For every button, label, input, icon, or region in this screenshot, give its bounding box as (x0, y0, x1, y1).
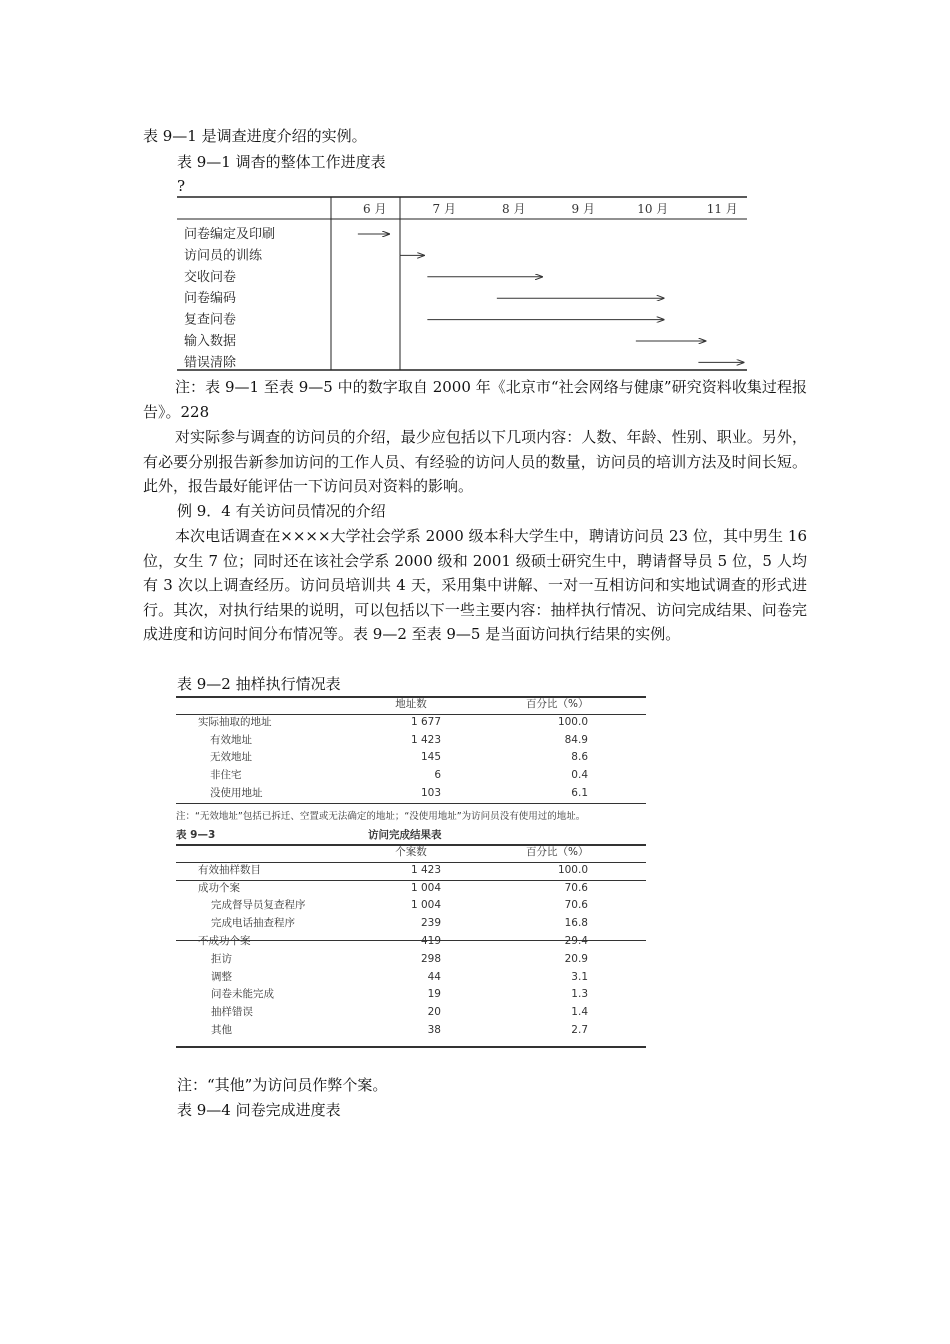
row-percent: 3.1 (571, 970, 588, 983)
row-count: 19 (427, 988, 441, 1001)
row-count: 44 (427, 970, 441, 983)
row-label: 成功个案 (198, 881, 240, 894)
row-count: 239 (420, 917, 441, 930)
table-row (176, 767, 646, 785)
row-label: 拒访 (211, 952, 232, 965)
row-percent: 100.0 (557, 863, 588, 876)
table-row (176, 714, 646, 732)
row-percent: 20.9 (564, 952, 588, 965)
row-label: 无效地址 (210, 751, 252, 764)
paragraph-interviewers: 对实际参与调查的访问员的介绍，最少应包括以下几项内容：人数、年龄、性别、职业。另外，有必要分别报告新参加访问的工作人员、有经验的访问人员的数量，访问员的培训方法及时间长短。此外，报告最好能评估一下访问员对资料的影响。 (143, 428, 807, 496)
row-label: 其他 (211, 1023, 232, 1036)
row-label: 完成督导员复查程序 (211, 899, 306, 912)
row-percent: 1.3 (571, 988, 588, 1001)
table-9-3-title: 访问完成结果表 (368, 829, 442, 841)
row-count: 419 (420, 934, 441, 947)
row-label: 不成功个案 (198, 934, 251, 947)
row-count: 145 (420, 751, 441, 764)
table-9-2-note: 注：“无效地址”包括已拆迁、空置或无法确定的地址；“没使用地址”为访问员没有使用过的地址。 (176, 811, 586, 822)
row-label: 非住宅 (210, 769, 242, 782)
table-row (176, 749, 646, 767)
row-percent: 70.6 (564, 881, 588, 894)
gantt-task-label: 输入数据 (184, 334, 237, 349)
table-row (176, 1004, 646, 1022)
paragraph-example: 本次电话调查在××××大学社会学系 2000 级本科大学生中，聘请访问员 23 位，其中男生 16 位，女生 7 位；同时还在该社会学系 2000 级和 2001 级硕士研究生中，聘请督导员 5 位，5 人均有 3 次以上调查经历。访问员培训共 4 天，采用集中讲解、一对一互相访问和实地试调查的形式进行。其次，对执行结果的说明，可以包括以下一些主要内容：抽样执行情况、访问完成结果、问卷完成进度和访问时间分布情况等。表 9—2 至表 9—5 是当面访问执行结果的实例。 (143, 527, 807, 644)
row-count: 1 677 (410, 715, 441, 728)
row-label: 没使用地址 (210, 786, 263, 799)
table-9-2-caption: 表 9—2 抽样执行情况表 (177, 675, 341, 693)
row-percent: 29.4 (564, 934, 588, 947)
table-row (176, 880, 646, 898)
table-row (176, 951, 646, 969)
gantt-month-label: 9 月 (571, 202, 595, 216)
row-percent: 6.1 (571, 786, 588, 799)
row-count: 1 004 (410, 881, 441, 894)
row-count: 1 004 (410, 899, 441, 912)
gantt-task-label: 问卷编定及印刷 (184, 227, 276, 242)
table-header-row: 地址数 百分比（%） (395, 698, 589, 710)
row-count: 6 (434, 769, 441, 782)
row-label: 有效地址 (210, 733, 252, 746)
table-header-row: 个案数 百分比（%） (395, 846, 589, 858)
gantt-task-label: 访问员的训练 (184, 248, 263, 264)
table-9-3-title-row (176, 826, 646, 844)
row-label: 问卷未能完成 (211, 988, 274, 1001)
table-9-4-caption: 表 9—4 问卷完成进度表 (177, 1101, 341, 1119)
table-9-3-number: 表 9—3 (176, 829, 216, 841)
gantt-month-label: 6 月 (363, 202, 387, 216)
table-row (176, 862, 646, 880)
row-count: 1 423 (410, 733, 441, 746)
gantt-task-label: 交收问卷 (184, 269, 237, 285)
row-label: 调整 (211, 970, 232, 983)
gantt-task-label: 问卷编码 (184, 291, 237, 307)
intro-line: 表 9—1 是调查进度介绍的实例。 (143, 127, 367, 145)
row-count: 20 (427, 1006, 441, 1019)
gantt-month-label: 7 月 (432, 202, 456, 216)
row-count: 298 (420, 952, 441, 965)
table-row (176, 1022, 646, 1040)
table-row (176, 986, 646, 1004)
gantt-month-label: 10 月 (637, 202, 669, 216)
table-row (176, 969, 646, 987)
row-percent: 8.6 (571, 751, 588, 764)
row-count: 1 423 (410, 863, 441, 876)
table-row (176, 785, 646, 803)
row-percent: 70.6 (564, 899, 588, 912)
row-label: 抽样错误 (211, 1006, 253, 1019)
row-count: 38 (427, 1023, 441, 1036)
row-percent: 1.4 (571, 1006, 588, 1019)
row-percent: 84.9 (564, 733, 588, 746)
row-label: 完成电话抽查程序 (211, 917, 295, 930)
table-row (176, 897, 646, 915)
row-percent: 100.0 (557, 715, 588, 728)
row-label: 有效抽样数目 (198, 863, 261, 876)
note-source: 注：表 9—1 至表 9—5 中的数字取自 2000 年《北京市“社会网络与健康”研究资料收集过程报告》。228 (143, 378, 807, 421)
table-9-2 (176, 696, 646, 803)
gantt-chart (177, 196, 747, 371)
example-title: 例 9．4 有关访问员情况的介绍 (177, 502, 386, 520)
gantt-month-label: 11 月 (706, 202, 738, 216)
row-percent: 16.8 (564, 917, 588, 930)
row-percent: 0.4 (571, 769, 588, 782)
table-9-1-caption: 表 9—1 调杳的整体工作进度表 (177, 153, 386, 171)
note-other: 注：“其他”为访问员作弊个案。 (177, 1076, 388, 1094)
gantt-month-label: 8 月 (502, 202, 526, 216)
table-row (176, 732, 646, 750)
row-percent: 2.7 (571, 1023, 588, 1036)
gantt-task-label: 复查问卷 (184, 312, 237, 328)
gantt-task-label: 错误清除 (184, 355, 237, 371)
row-label: 实际抽取的地址 (198, 715, 272, 728)
table-row (176, 933, 646, 951)
table-row (176, 915, 646, 933)
table-9-3 (176, 844, 646, 1040)
question-mark: ? (177, 177, 186, 195)
row-count: 103 (420, 786, 441, 799)
